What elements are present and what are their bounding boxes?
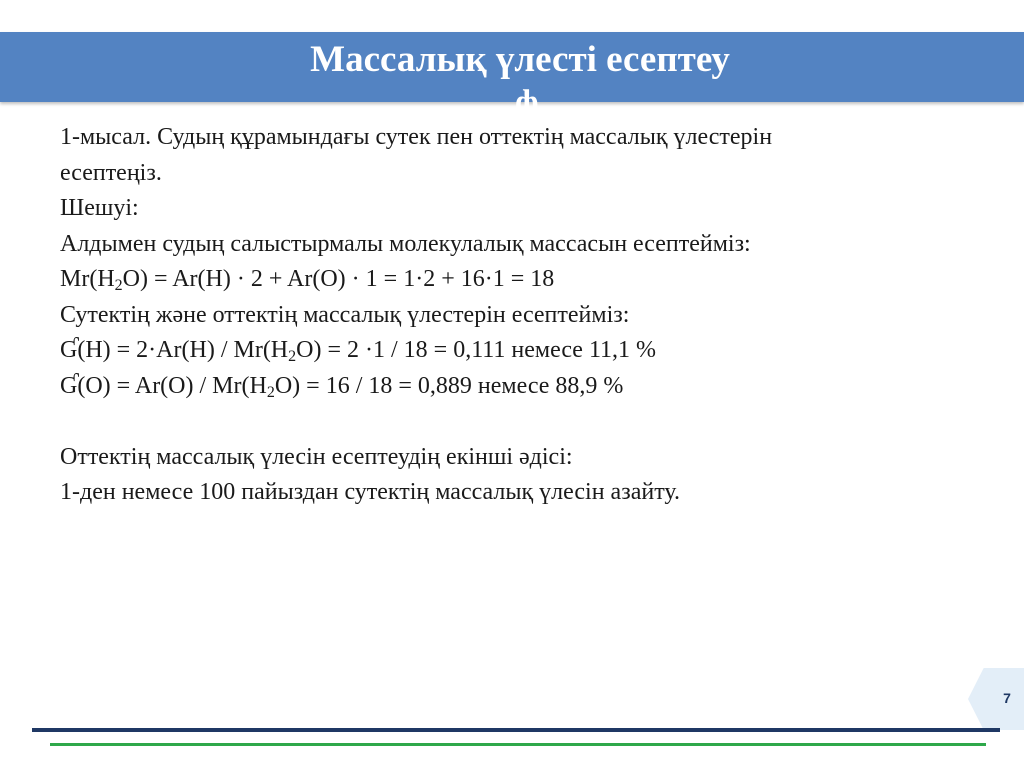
slide-title: Массалық үлесті есептеу bbox=[310, 39, 730, 80]
body-line-example: 1-мысал. Судың құрамындағы сутек пен оттектің массалық үлестерін bbox=[60, 124, 773, 150]
body-line-step1: Алдымен судың салыстырмалы молекулалық массасын есептейміз: bbox=[60, 230, 751, 257]
body-line-step2: Сутектің және оттектің массалық үлестерін есептейміз: bbox=[60, 301, 630, 328]
formula-oxygen-fraction: Ɠ(O) = $Ar(O) / Mr(H_2O) = 16 / 18 = 0,889$ немесе 88,9 % bbox=[60, 372, 624, 401]
blank-line bbox=[60, 404, 960, 440]
slide-body bbox=[60, 120, 960, 511]
footer-rule-green bbox=[50, 743, 986, 746]
body-line-second-method: Оттектің массалық үлесін есептеудің екінші әдісі: bbox=[60, 443, 573, 470]
page-number: 7 bbox=[1003, 690, 1011, 706]
body-line-subtract: 1-ден немесе 100 пайыздан сутектің массалық үлесін азайту. bbox=[60, 479, 680, 505]
formula-hydrogen-fraction: Ɠ(H) = $2\cdot Ar(H) / Mr(H_2O) = 2 \cdot 1 / 18 = 0,111$ немесе 11,1 % bbox=[60, 337, 657, 365]
title-overflow-text bbox=[515, 86, 545, 102]
footer-rule-navy bbox=[32, 728, 1000, 732]
body-line-task: есептеңіз. bbox=[60, 159, 162, 186]
formula-molar-mass: $Mr(H_2O) = Ar(H) \cdot 2 + Ar(O) \cdot 1 = 1\cdot 2 + 16\cdot 1 = 18$ bbox=[60, 266, 555, 294]
body-line-solution-heading: Шешуі: bbox=[60, 195, 139, 221]
